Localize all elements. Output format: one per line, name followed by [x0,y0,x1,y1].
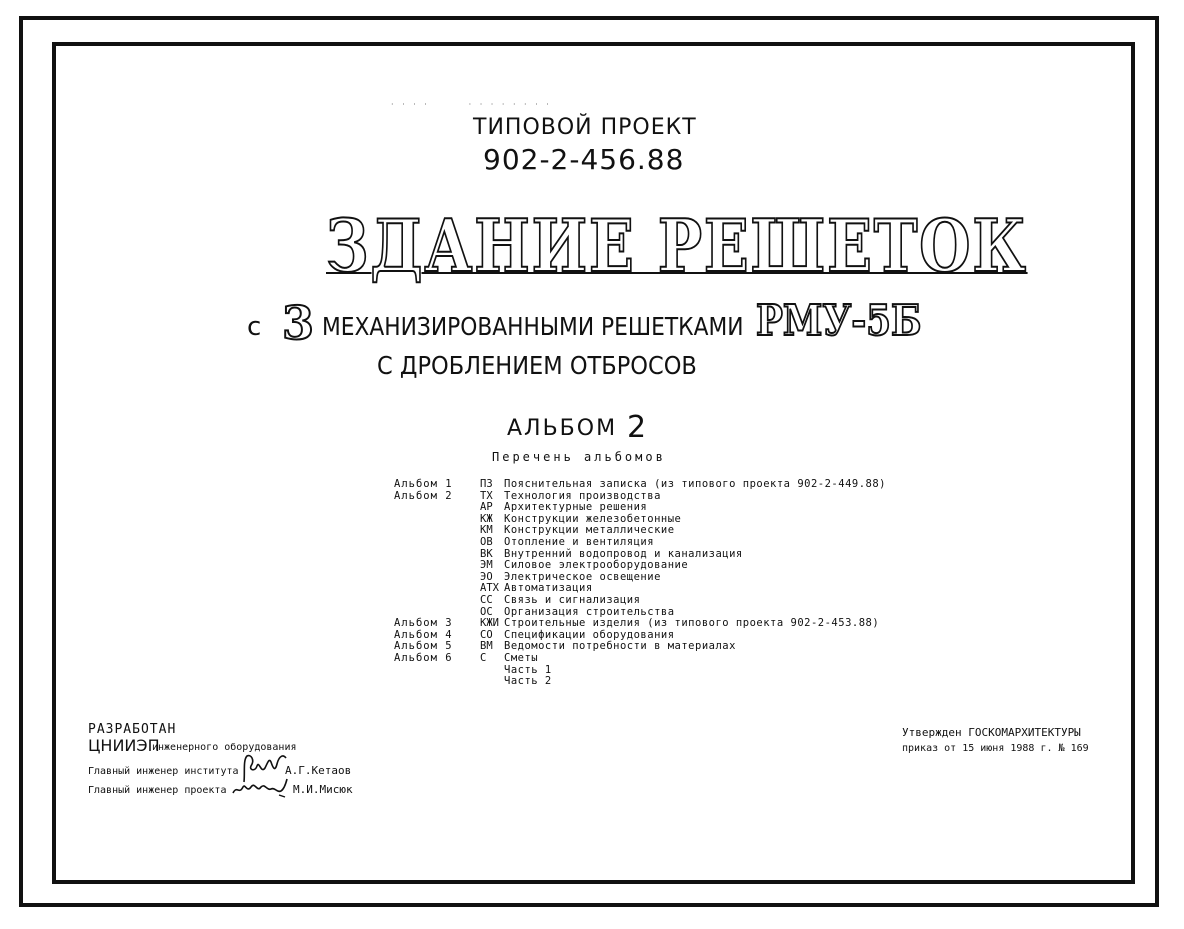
list-item-album: Альбом 6 [394,651,453,664]
list-item [394,618,886,630]
list-item-code: ОС [480,605,493,618]
chief-project-name: М.И.Мисюк [293,783,353,796]
list-item-album [394,676,480,688]
list-item-code: ВМ [480,640,493,653]
album-list [394,479,886,688]
list-item-code: СС [480,593,493,606]
project-number: 902-2-456.88 [483,143,685,176]
list-item-album [394,560,480,572]
list-item-album [394,572,480,584]
list-item-album: Альбом 4 [394,628,453,641]
faint-marks: · · · · · · · · · · · · [391,100,552,109]
list-item-code: С [480,651,487,664]
approval-line-1: Утвержден ГОСКОМАРХИТЕКТУРЫ [902,726,1081,739]
chief-project-label: Главный инженер проекта [88,785,227,796]
list-item-album [394,583,480,595]
list-item-title: Отопление и вентиляция [504,535,655,548]
list-item-album: Альбом 2 [394,489,453,502]
list-item-code: АР [480,501,493,514]
list-item-code: ТХ [480,489,493,502]
subtitle-prefix: с [247,312,262,342]
chief-institute-label: Главный инженер института [88,766,239,777]
list-item-album [394,665,480,677]
list-item-code: ВК [480,547,493,560]
list-item [394,665,886,677]
list-item-title: Связь и сигнализация [504,593,641,606]
list-item-code [480,665,504,677]
list-item-title: Силовое электрооборудование [504,559,689,572]
list-item-title: Внутренний водопровод и канализация [504,547,743,560]
list-item-title: Спецификации оборудования [504,628,675,641]
list-item-title: Сметы [504,651,539,664]
list-item [394,595,886,607]
developer-label: РАЗРАБОТАН [88,722,177,737]
list-item-code: ОВ [480,535,493,548]
document-title: ЗДАНИЕ РЕШЕТОК [326,203,1028,288]
list-item-album: Альбом 5 [394,640,453,653]
list-item-code: КЖ [480,512,493,525]
list-item [394,479,886,491]
list-item-code: АТХ [480,582,499,595]
album-number: 2 [627,410,647,445]
list-item-title: Конструкции железобетонные [504,512,682,525]
list-item [394,676,886,688]
project-label: ТИПОВОЙ ПРОЕКТ [473,115,697,140]
list-item-code: ЭМ [480,559,493,572]
list-item-title: Строительные изделия (из типового проекта 902-2-453.88) [504,617,880,630]
album-label: АЛЬБОМ [507,416,618,441]
list-item [394,572,886,584]
list-item-title: Организация строительства [504,605,675,618]
list-item [394,653,886,665]
album-list-heading: Перечень альбомов [492,450,666,464]
list-item-code: СО [480,628,493,641]
list-item-title: Часть 2 [504,675,552,688]
list-item-title: Часть 1 [504,663,552,676]
list-item-code: КЖИ [480,617,499,630]
list-item-album [394,549,480,561]
list-item-code: КМ [480,524,493,537]
list-item-album: Альбом 3 [394,617,453,630]
approval-line-2: приказ от 15 июня 1988 г. № 169 [902,743,1089,754]
list-item-album [394,595,480,607]
developer-org-desc: инженерного оборудования [152,742,297,753]
subtitle-text: МЕХАНИЗИРОВАННЫМИ РЕШЕТКАМИ [322,312,744,341]
list-item [394,537,886,549]
list-item-code: ПЗ [480,478,493,490]
signature-project [231,775,289,805]
list-item-title: Конструкции металлические [504,524,675,537]
subtitle-count: 3 [282,296,315,350]
list-item-album [394,525,480,537]
list-item [394,641,886,653]
list-item-title: Электрическое освещение [504,570,661,583]
list-item-title: Автоматизация [504,582,593,595]
list-item-title: Пояснительная записка (из типового проекта 902-2-449.88) [504,478,887,490]
list-item-album: Альбом 1 [394,478,453,490]
list-item-album [394,514,480,526]
list-item-title: Архитектурные решения [504,501,648,514]
list-item-code: ЭО [480,570,493,583]
developer-org: ЦНИИЭП [88,736,160,755]
list-item-album [394,502,480,514]
list-item-album [394,537,480,549]
subtitle-line2: С ДРОБЛЕНИЕМ ОТБРОСОВ [377,351,697,380]
list-item [394,583,886,595]
subtitle-model: РМУ-5Б [756,296,922,345]
list-item-code [480,676,504,688]
chief-institute-name: А.Г.Кетаов [285,764,352,777]
list-item [394,560,886,572]
list-item-title: Ведомости потребности в материалах [504,640,736,653]
list-item-title: Технология производства [504,489,661,502]
